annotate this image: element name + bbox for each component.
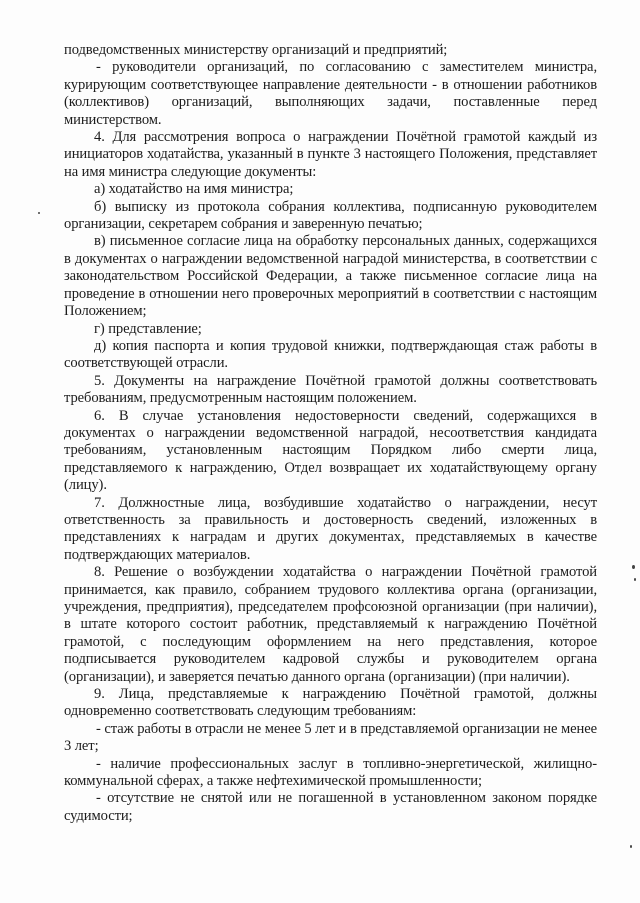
paragraph-item-v: в) письменное согласие лица на обработку персональных данных, содержащихся в документах о награждении ведомственной наградой министерства, в соответствии с законодательством Российской Федерации, а также письменное согласие лица на проведение в отношении него проверочных мероприятий в соответствии с настоящим Положением; <box>64 233 597 320</box>
paragraph-clause-8: 8. Решение о возбуждении ходатайства о награждении Почётной грамотой принимается, как правило, собранием трудового коллектива органа (организации, учреждения, предприятия), председателем профсоюзной организации (при наличии), в штате которого состоит работник, представляемый к награждению Почётной грамотой, с последующим оформлением на него представления, которое подписывается руководителем кадровой службы и руководителем органа (организации), и заверяется печатью данного органа (организации) (при наличии). <box>64 564 597 685</box>
scan-speck <box>632 565 635 569</box>
paragraph-list-item: - руководители организаций, по согласованию с заместителем министра, курирующим соответствующее направление деятельности - в отношении работников (коллективов) организаций, выполняющих задачи, поставленные перед министерством. <box>64 59 597 128</box>
paragraph-list-item: - отсутствие не снятой или не погашенной в установленном законом порядке судимости; <box>64 790 597 824</box>
paragraph-continuation: подведомственных министерству организаций и предприятий; <box>64 42 448 58</box>
paragraph-item-d: д) копия паспорта и копия трудовой книжки, подтверждающая стаж работы в соответствующей отрасли. <box>64 337 597 372</box>
scan-speck <box>38 212 40 214</box>
scan-speck <box>634 578 636 581</box>
paragraph-clause-7: 7. Должностные лица, возбудившие ходатайство о награждении, несут ответственность за правильность и достоверность сведений, изложенных в представлениях к наградам и других документах, представляемых в качестве подтверждающих материалов. <box>64 494 597 563</box>
paragraph-item-g: г) представление; <box>94 320 202 337</box>
document-text <box>64 42 597 825</box>
paragraph-item-a: а) ходатайство на имя министра; <box>94 181 294 198</box>
paragraph-item-b: б) выписку из протокола собрания коллектива, подписанную руководителем организации, секретарем собрания и заверенную печатью; <box>64 198 597 233</box>
paragraph-list-item: - стаж работы в отрасли не менее 5 лет и в представляемой организации не менее 3 лет; <box>64 720 597 755</box>
paragraph-list-item: - наличие профессиональных заслуг в топливно-энергетической, жилищно-коммунальной сферах, а также нефтехимической промышленности; <box>64 755 597 790</box>
paragraph-clause-5: 5. Документы на награждение Почётной грамотой должны соответствовать требованиям, предусмотренным настоящим положением. <box>64 372 597 407</box>
paragraph-clause-4: 4. Для рассмотрения вопроса о награждении Почётной грамотой каждый из инициаторов ходатайства, указанный в пункте 3 настоящего Положения, представляет на имя министра следующие документы: <box>64 129 597 180</box>
paragraph-clause-6: 6. В случае установления недостоверности сведений, содержащихся в документах о награждении ведомственной наградой, несоответствия кандидата требованиям, установленным настоящим Порядком либо смерти лица, представляемого к награждению, Отдел возвращает их ходатайствующему органу (лицу). <box>64 407 597 494</box>
paragraph-clause-9: 9. Лица, представляемые к награждению Почётной грамотой, должны одновременно соответствовать следующим требованиям: <box>64 686 597 720</box>
scan-speck <box>630 845 632 848</box>
